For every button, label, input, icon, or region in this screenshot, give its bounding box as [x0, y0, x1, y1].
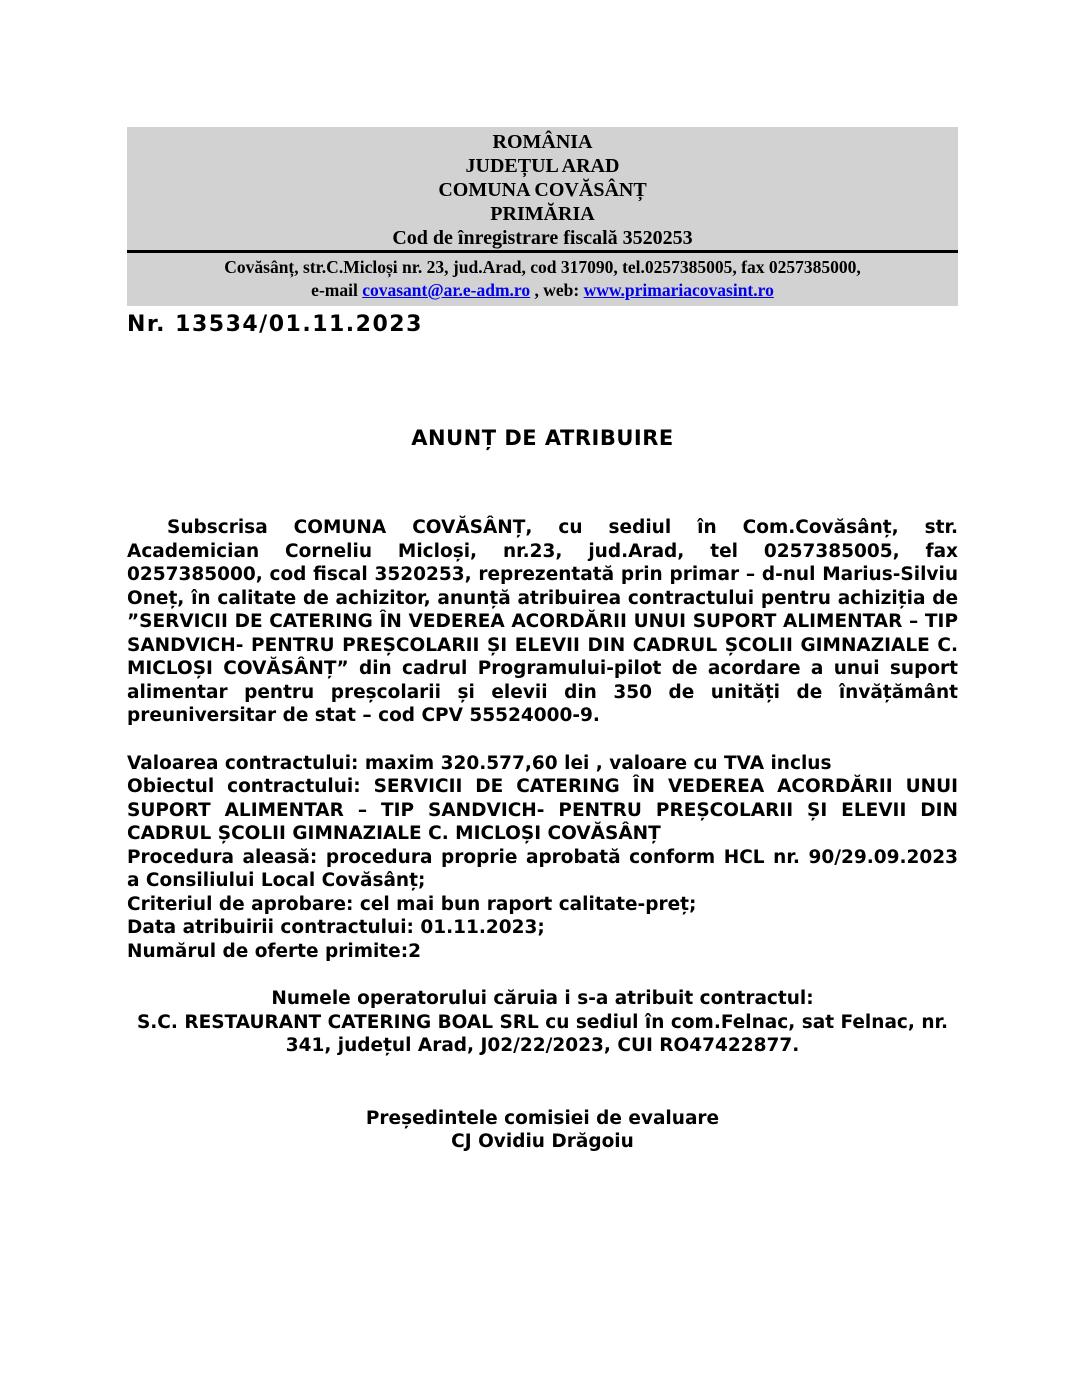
winner-heading: Numele operatorului căruia i s-a atribuit contractul: — [271, 988, 814, 1009]
org-line-institution: PRIMĂRIA — [490, 203, 595, 225]
email-label: e-mail — [311, 280, 363, 300]
winner-block — [127, 987, 958, 1058]
email-link[interactable]: covasant@ar.e-adm.ro — [362, 280, 531, 300]
letterhead-contact-block — [127, 253, 958, 306]
detail-contract-value: Valoarea contractului: maxim 320.577,60 lei , valoare cu TVA inclus — [127, 752, 832, 774]
contract-details — [127, 752, 958, 964]
signature-block — [127, 1107, 958, 1154]
document-text — [127, 516, 958, 1154]
detail-award-criterion: Criteriul de aprobare: cel mai bun raport calitate-preț; — [127, 893, 697, 915]
letterhead-org-block — [127, 127, 958, 253]
document-title: ANUNȚ DE ATRIBUIRE — [411, 426, 674, 450]
winner-details: S.C. RESTAURANT CATERING BOAL SRL cu sediul în com.Felnac, sat Felnac, nr. 341, județul Arad, J02/22/2023, CUI RO47422877. — [136, 1011, 949, 1056]
letterhead-online-line — [127, 279, 958, 302]
document-body — [127, 127, 958, 1154]
detail-contract-object: Obiectul contractului: SERVICII DE CATERING ÎN VEDEREA ACORDĂRII UNUI SUPORT ALIMENTAR – TIP SANDVICH- PENTRU PREȘCOLARII ȘI ELEVII DIN CADRUL ȘCOLII GIMNAZIALE C. MICLOȘI COVĂSÂNȚ — [127, 776, 958, 844]
intro-paragraph: Subscrisa COMUNA COVĂSÂNȚ, cu sediul în Com.Covăsânț, str. Academician Corneliu Micloși, nr.23, jud.Arad, tel 0257385005, fax 0257385000, cod fiscal 3520253, reprezentată prin primar – d-nul Marius-Silviu Oneț, în calitate de achizitor, anunță atribuirea contractului pentru achiziția de ”SERVICII DE CATERING ÎN VEDEREA ACORDĂRII UNUI SUPORT ALIMENTAR – TIP SANDVICH- PENTRU PREȘCOLARII ȘI ELEVII DIN CADRUL ȘCOLII GIMNAZIALE C. MICLOȘI COVĂSÂNȚ” din cadrul Programului-pilot de acordare a unui suport alimentar pentru preșcolarii și elevii din 350 de unități de învățământ preuniversitar de stat – cod CPV 55524000-9. — [127, 517, 958, 726]
org-line-county: JUDEȚUL ARAD — [465, 155, 620, 177]
registration-number: Nr. 13534/01.11.2023 — [127, 312, 423, 337]
letterhead-address: Covăsânț, str.C.Micloși nr. 23, jud.Arad, cod 317090, tel.0257385005, fax 0257385000, — [224, 257, 861, 277]
org-line-fiscal-code: Cod de înregistrare fiscală 3520253 — [392, 227, 693, 249]
letterhead — [127, 127, 958, 306]
web-label: , web: — [530, 280, 584, 300]
detail-procedure: Procedura aleasă: procedura proprie aprobată conform HCL nr. 90/29.09.2023 a Consiliului Local Covăsânț; — [127, 846, 958, 891]
signature-name: CJ Ovidiu Drăgoiu — [451, 1131, 634, 1152]
signature-role: Președintele comisiei de evaluare — [365, 1107, 720, 1129]
website-link[interactable]: www.primariacovasint.ro — [583, 280, 774, 300]
org-line-commune: COMUNA COVĂSÂNȚ — [438, 179, 647, 201]
detail-award-date: Data atribuirii contractului: 01.11.2023; — [127, 917, 545, 938]
detail-offers-received: Numărul de oferte primite:2 — [127, 940, 421, 962]
org-line-country: ROMÂNIA — [492, 131, 593, 153]
